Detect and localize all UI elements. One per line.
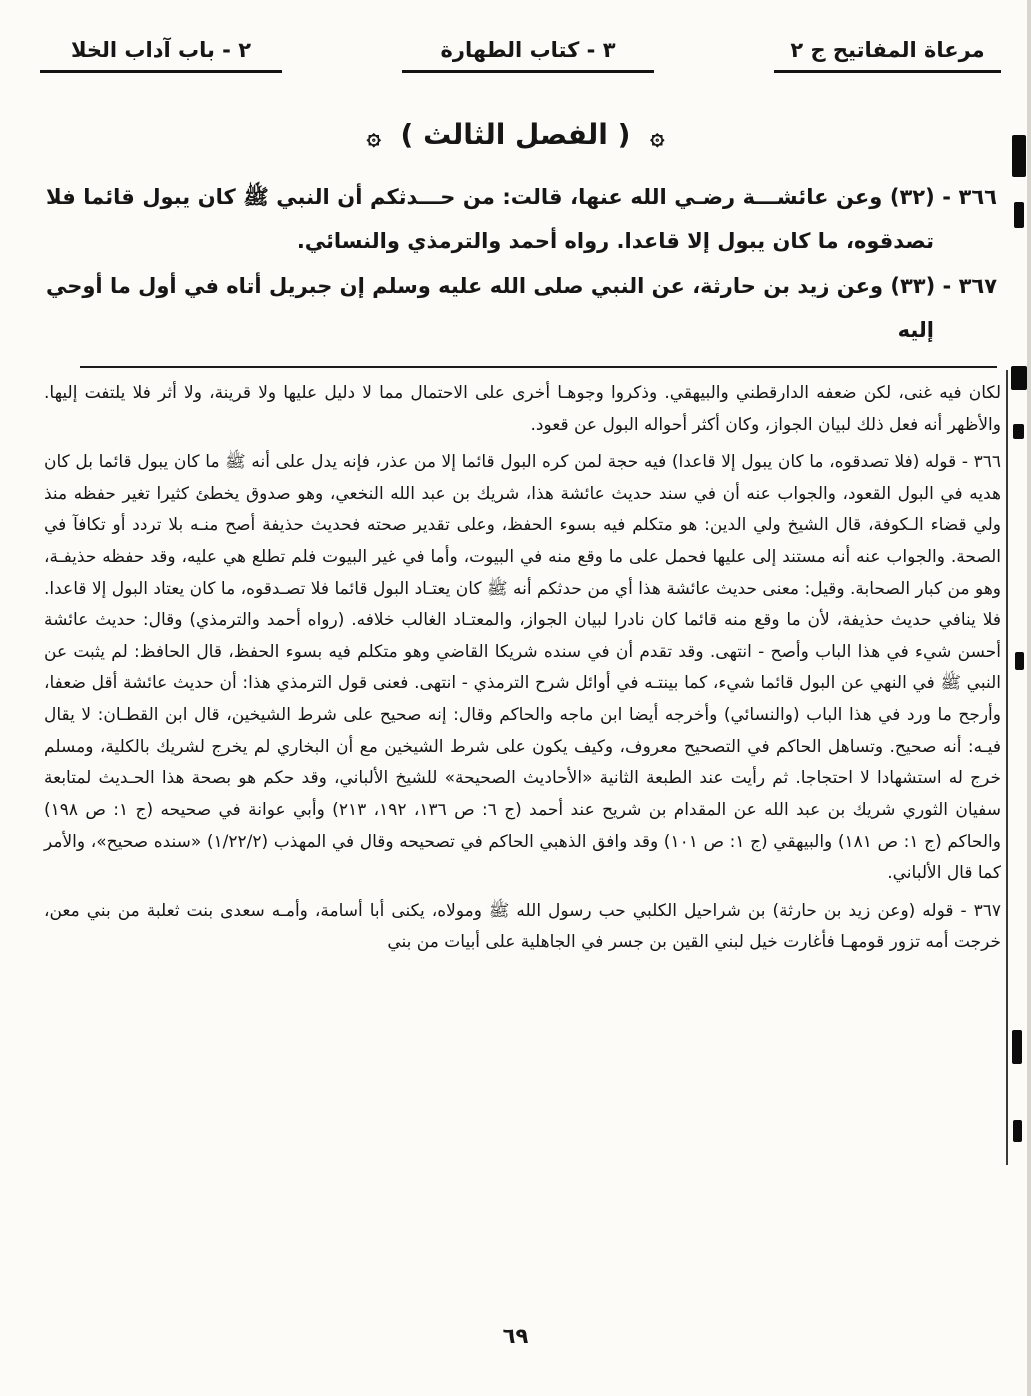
scan-artifact xyxy=(1013,424,1024,439)
matn-paragraph: ٣٦٦ - (٣٢) وعن عائشـــة رضـي الله عنها، قالت: من حـــدثكم أن النبي ﷺ كان يبول قائما فلا تصدقوه، ما كان يبول إلا قاعدا. رواه أحمد والترمذي والنسائي. xyxy=(46,185,997,253)
section-heading-text: ( الفصل الثالث ) xyxy=(400,118,631,151)
heading-ornament-right-icon: ۞ xyxy=(650,122,665,150)
scan-artifact xyxy=(1015,652,1024,670)
page-footer xyxy=(0,1324,1031,1348)
running-header xyxy=(40,38,1001,73)
matn-text-block xyxy=(46,176,997,355)
scan-edge-shade xyxy=(1027,0,1031,1396)
page-number: ٦٩ xyxy=(502,1324,529,1348)
scan-artifact xyxy=(1011,366,1027,390)
commentary-paragraph: ٣٦٧ - قوله (وعن زيد بن حارثة) بن شراحيل الكلبي حب رسول الله ﷺ ومولاه، يكنى أبا أسامة، وأمـه سعدى بنت ثعلبة من بني معن، خرجت أمه تزور قومهـا فأغارت خيل لبني القين بن جسر في الجاهلية على أبيات من بني xyxy=(44,900,1001,953)
matn-paragraph: ٣٦٧ - (٣٣) وعن زيد بن حارثة، عن النبي صلى الله عليه وسلم إن جبريل أتاه في أول ما أوحي إليه xyxy=(46,274,998,343)
heading-ornament-left-icon: ۞ xyxy=(366,122,381,150)
scan-artifact xyxy=(1013,1120,1022,1142)
scan-artifact xyxy=(1012,1030,1022,1064)
matn-commentary-divider xyxy=(80,366,997,368)
section-heading xyxy=(0,118,1031,151)
header-book-title: مرعاة المفاتيح ج ٢ xyxy=(774,38,1001,73)
commentary-block xyxy=(44,378,1001,965)
scan-edge-line xyxy=(1006,370,1008,1165)
commentary-paragraph: ٣٦٦ - قوله (فلا تصدقوه، ما كان يبول إلا قاعدا) فيه حجة لمن كره البول قائما إلا من عذر، فإنه يدل على أنه ﷺ ما كان يبول قائما بل كان هديه في البول القعود، والجواب عنه أن في سند حديث عائشة هذا، شريك بن عبد الله النخعي، وهو صدوق يخطئ كثيرا تغير حفظه منذ ولي قضاء الـكوفة، قال الشيخ ولي الدين: هو متكلم فيه بسوء الحفظ، وعلى تقدير صحته فحديث حذيفة أصح منـه بلا تردد أو تكافآ في الصحة. والجواب عنه أنه مستند إلى عليها فحمل على ما وقع منه في البيوت، وأما في غير البيوت فلم تطلع هي عليه، وقد حفظه حذيفـة، وهو من كبار الصحابة. وقيل: معنى حديث عائشة هذا أي من حدثكم أنه ﷺ كان يعتـاد البول قائما فلا تصـدقوه، ما كان يعتاد البول إلا قاعدا. فلا ينافي حديث حذيفة، لأن ما وقع منه قائما كان نادرا لبيان الجواز، والمعتـاد الغالب خلافه. (رواه أحمد والترمذي) وقال: حديث عائشة أحسن شيء في هذا الباب وأصح - انتهى. وقد تقدم أن في سنده شريكا القاضي وهو متكلم فيه بسوء الحفظ، قال الحافظ: لم يثبت عن النبي ﷺ في النهي عن البول قائما شيء، كما بينتـه في أوائل شرح الترمذي - انتهى. فعنى قول الترمذي هذا: أن حديث عائشة أقل ضعفا، وأرجح ما ورد في هذا الباب (والنسائي) وأخرجه أيضا ابن ماجه والحاكم وقال: إنه صحيح على شرط الشيخين، قال ابن القطـان: لا يقال فيـه: أنه صحيح. وتساهل الحاكم في التصحيح معروف، وكيف يكون على شرط الشيخين مع أن البخاري لم يخرج لشريك بالكلية، ومسلم خرج له استشهادا لا احتجاجا. ثم رأيت عند الطبعة الثانية «الأحاديث الصحيحة» للشيخ الألباني، وقد حكم هو بصحة هذا الحـديث لمتابعة سفيان الثوري شريك بن عبد الله عن المقدام بن شريح عند أحمد (ج ٦: ص ١٣٦، ١٩٢، ٢١٣) وأبي عوانة في صحيحه (ج ١: ص ١٩٨) والحاكم (ج ١: ص ١٨١) والبيهقي (ج ١: ص ١٠١) وقد وافق الذهبي الحاكم في تصحيحه وقال في المهذب (١/٢٢/٢) «سنده صحيح»، والأمر كما قال الألباني. xyxy=(44,452,1002,884)
scan-artifact xyxy=(1012,135,1026,177)
commentary-paragraph: لكان فيه غنى، لكن ضعفه الدارقطني والبيهقي. وذكروا وجوهـا أخرى على الاحتمال مما لا دليل عليها ولا قرينة، ولا أثر فلا يلتفت إليها. والأظهر أنه فعل ذلك لبيان الجواز، وكان أكثر أحواله البول عن قعود. xyxy=(44,383,1001,435)
header-kitab-title: ٣ - كتاب الطهارة xyxy=(402,38,654,73)
header-bab-title: ٢ - باب آداب الخلا xyxy=(40,38,282,73)
scan-artifact xyxy=(1014,202,1024,228)
